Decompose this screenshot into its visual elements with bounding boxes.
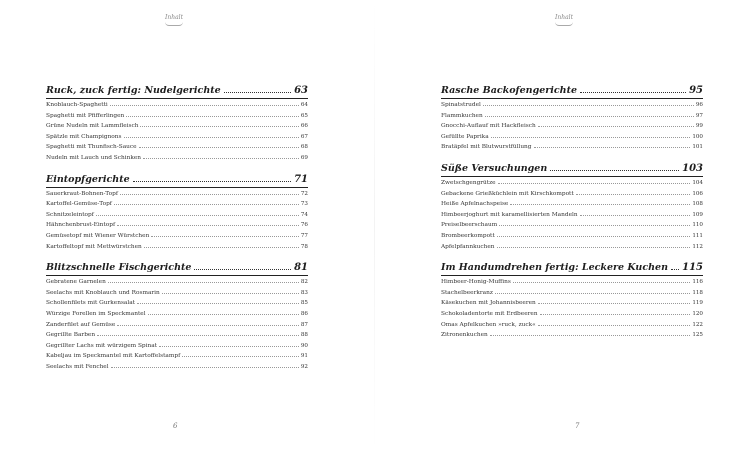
- section-title: Süße Versuchungen: [441, 162, 548, 174]
- toc-entry: [441, 189, 703, 200]
- running-head-label: Inhalt: [164, 14, 183, 21]
- entry-title: Nudeln mit Lauch und Schinken: [46, 154, 141, 161]
- entry-title: Gnocchi-Auflauf mit Hackfleisch: [441, 123, 536, 130]
- entry-page-number: 109: [692, 211, 703, 218]
- entry-page-number: 76: [300, 222, 308, 229]
- entry-page-number: 116: [692, 279, 703, 286]
- section-page-number: 103: [682, 162, 703, 174]
- entry-title: Spinatstrudel: [441, 102, 481, 108]
- dot-leader: [495, 293, 690, 294]
- dot-leader: [117, 225, 299, 226]
- entry-page-number: 111: [692, 232, 703, 239]
- flourish-ornament-icon: [555, 22, 573, 26]
- section-page-number: 71: [294, 173, 308, 185]
- toc-entry: [441, 309, 703, 320]
- dot-leader: [117, 325, 299, 326]
- entry-page-number: 122: [692, 321, 703, 328]
- dot-leader: [159, 346, 299, 347]
- entry-title: Knoblauch-Spaghetti: [46, 102, 108, 108]
- entry-title: Seelachs mit Fenchel: [46, 363, 109, 370]
- entry-title: Zitronenkuchen: [441, 332, 488, 339]
- dot-leader: [126, 116, 299, 117]
- dot-leader: [580, 92, 686, 93]
- dot-leader: [497, 236, 691, 237]
- dot-leader: [490, 335, 691, 336]
- toc-entry: [441, 132, 703, 143]
- entry-page-number: 90: [300, 342, 308, 349]
- dot-leader: [139, 147, 299, 148]
- entry-title: Schokoladentorte mit Erdbeeren: [441, 310, 538, 317]
- toc-entry: [46, 341, 308, 352]
- entry-page-number: 108: [692, 201, 703, 208]
- entry-page-number: 96: [695, 102, 703, 108]
- entry-title: Würzige Forellen im Speckmantel: [46, 310, 146, 317]
- entry-title: Käsekuchen mit Johannisbeeren: [441, 300, 536, 307]
- dot-leader: [497, 247, 691, 248]
- dot-leader: [580, 215, 691, 216]
- dot-leader: [513, 282, 690, 283]
- toc-entry: [441, 100, 703, 111]
- toc-entry: [441, 288, 703, 299]
- dot-leader: [144, 247, 299, 248]
- entry-page-number: 82: [300, 279, 308, 286]
- toc-entry: [441, 242, 703, 253]
- toc-entry: [441, 220, 703, 231]
- section-heading: [441, 261, 703, 276]
- section-heading: [441, 84, 703, 99]
- dot-leader: [114, 204, 299, 205]
- dot-leader: [111, 367, 299, 368]
- entry-page-number: 125: [692, 332, 703, 339]
- section-page-number: 95: [689, 85, 703, 96]
- section-heading: [46, 261, 308, 276]
- entry-page-number: 74: [300, 211, 308, 218]
- dot-leader: [224, 92, 291, 93]
- entry-page-number: 99: [695, 123, 703, 130]
- entry-page-number: 86: [300, 310, 308, 317]
- dot-leader: [108, 282, 299, 283]
- dot-leader: [540, 314, 691, 315]
- toc-entry: [46, 100, 308, 111]
- entry-title: Hähnchenbrust-Eintopf: [46, 222, 116, 229]
- toc-section: [441, 84, 703, 153]
- entry-title: Gegrillter Lachs mit würzigem Spinat: [46, 342, 158, 349]
- dot-leader: [137, 303, 299, 304]
- section-title: Rasche Backofengerichte: [441, 85, 578, 96]
- entry-title: Grüne Nudeln mit Lammfleisch: [46, 123, 139, 130]
- dot-leader: [538, 325, 691, 326]
- entry-title: Flammkuchen: [441, 112, 483, 119]
- dot-leader: [485, 116, 694, 117]
- entry-page-number: 73: [300, 201, 308, 208]
- dot-leader: [538, 303, 691, 304]
- dot-leader: [510, 204, 690, 205]
- entry-title: Apfelpfannkuchen: [441, 243, 495, 250]
- toc-entry: [46, 189, 308, 200]
- entry-title: Kabeljau im Speckmantel mit Kartoffelstampf: [46, 353, 181, 360]
- entry-page-number: 97: [695, 112, 703, 119]
- entry-title: Bratäpfel mit Blutwurstfüllung: [441, 144, 532, 151]
- table-of-contents: [46, 84, 308, 381]
- toc-entry: [441, 231, 703, 242]
- toc-section: [441, 162, 703, 252]
- running-head-label: Inhalt: [554, 14, 573, 21]
- entry-page-number: 68: [300, 144, 308, 151]
- dot-leader: [143, 158, 299, 159]
- toc-entry: [46, 362, 308, 373]
- toc-entry: [441, 277, 703, 288]
- section-title: Blitzschnelle Fischgerichte: [46, 262, 192, 274]
- toc-section: [441, 261, 703, 341]
- toc-entry: [441, 298, 703, 309]
- entry-title: Spaghetti mit Pfifferlingen: [46, 112, 125, 119]
- dot-leader: [162, 293, 299, 294]
- entry-page-number: 104: [692, 179, 703, 186]
- toc-entry: [46, 288, 308, 299]
- dot-leader: [538, 126, 694, 127]
- dot-leader: [120, 194, 299, 195]
- entry-title: Omas Apfelkuchen »ruck, zuck«: [441, 321, 536, 328]
- section-title: Ruck, zuck fertig: Nudelgerichte: [46, 85, 221, 96]
- toc-entry: [46, 298, 308, 309]
- toc-entry: [46, 309, 308, 320]
- section-page-number: 81: [294, 262, 308, 274]
- entry-title: Himbeerjoghurt mit karamellisierten Mandeln: [441, 211, 578, 218]
- entry-page-number: 78: [300, 243, 308, 250]
- toc-entry: [46, 142, 308, 153]
- dot-leader: [534, 147, 691, 148]
- entry-page-number: 69: [300, 154, 308, 161]
- running-head: [544, 14, 584, 26]
- toc-entry: [441, 111, 703, 122]
- toc-entry: [46, 320, 308, 331]
- table-of-contents: [441, 84, 703, 350]
- toc-entry: [46, 111, 308, 122]
- entry-title: Gemüsetopf mit Wiener Würstchen: [46, 232, 150, 239]
- entry-title: Preiselbeerschaum: [441, 222, 498, 229]
- entry-page-number: 91: [300, 353, 308, 360]
- toc-entry: [441, 199, 703, 210]
- entry-page-number: 100: [692, 133, 703, 140]
- dot-leader: [491, 137, 691, 138]
- section-page-number: 115: [682, 262, 703, 274]
- entry-title: Seelachs mit Knoblauch und Rosmarin: [46, 289, 160, 296]
- dot-leader: [499, 225, 690, 226]
- entry-page-number: 72: [300, 190, 308, 197]
- entry-page-number: 120: [692, 310, 703, 317]
- toc-entry: [46, 220, 308, 231]
- toc-entry: [46, 132, 308, 143]
- toc-entry: [46, 121, 308, 132]
- entry-title: Schnitzeleintopf: [46, 211, 94, 218]
- entry-title: Heiße Apfelnachspeise: [441, 201, 509, 208]
- entry-title: Zanderfilet auf Gemüse: [46, 321, 116, 328]
- dot-leader: [671, 269, 679, 270]
- dot-leader: [124, 137, 299, 138]
- running-head: [154, 14, 194, 26]
- toc-entry: [46, 153, 308, 164]
- dot-leader: [151, 236, 299, 237]
- dot-leader: [182, 356, 299, 357]
- toc-entry: [441, 330, 703, 341]
- dot-leader: [483, 105, 694, 106]
- entry-title: Sauerkraut-Bohnen-Topf: [46, 190, 119, 197]
- section-heading: [441, 162, 703, 177]
- dot-leader: [576, 194, 691, 195]
- entry-page-number: 64: [300, 102, 308, 108]
- dot-leader: [550, 170, 679, 171]
- entry-page-number: 110: [692, 222, 703, 229]
- entry-title: Gebratene Garnelen: [46, 279, 106, 286]
- dot-leader: [97, 335, 299, 336]
- entry-page-number: 101: [692, 144, 703, 151]
- entry-title: Gefüllte Paprika: [441, 133, 489, 140]
- section-title: Im Handumdrehen fertig: Leckere Kuchen: [441, 262, 668, 274]
- toc-entry: [46, 231, 308, 242]
- dot-leader: [194, 269, 291, 270]
- entry-title: Gegrillte Barben: [46, 332, 96, 339]
- toc-entry: [46, 242, 308, 253]
- entry-page-number: 106: [692, 190, 703, 197]
- section-page-number: 63: [294, 85, 308, 96]
- entry-title: Spaghetti mit Thunfisch-Sauce: [46, 144, 137, 151]
- dot-leader: [133, 181, 291, 182]
- entry-page-number: 66: [300, 123, 308, 130]
- toc-entry: [441, 178, 703, 189]
- entry-page-number: 85: [300, 300, 308, 307]
- toc-entry: [441, 121, 703, 132]
- entry-title: Spätzle mit Champignons: [46, 133, 122, 140]
- entry-page-number: 67: [300, 133, 308, 140]
- toc-entry: [46, 210, 308, 221]
- entry-title: Kartoffeltopf mit Mettwürstchen: [46, 243, 142, 250]
- entry-title: Stachelbeerkranz: [441, 289, 493, 296]
- toc-section: [46, 261, 308, 372]
- page-number: 7: [575, 422, 580, 430]
- toc-entry: [46, 277, 308, 288]
- entry-page-number: 92: [300, 363, 308, 370]
- entry-page-number: 112: [692, 243, 703, 250]
- entry-title: Zwetschgengrütze: [441, 179, 496, 186]
- entry-page-number: 88: [300, 332, 308, 339]
- entry-page-number: 83: [300, 289, 308, 296]
- entry-page-number: 87: [300, 321, 308, 328]
- entry-page-number: 65: [300, 112, 308, 119]
- flourish-ornament-icon: [165, 22, 183, 26]
- dot-leader: [148, 314, 299, 315]
- section-title: Eintopfgerichte: [46, 173, 130, 185]
- entry-page-number: 119: [692, 300, 703, 307]
- right-page: [375, 0, 750, 450]
- dot-leader: [140, 126, 298, 127]
- dot-leader: [96, 215, 299, 216]
- toc-section: [46, 84, 308, 164]
- toc-section: [46, 173, 308, 253]
- entry-page-number: 118: [692, 289, 703, 296]
- toc-entry: [46, 330, 308, 341]
- dot-leader: [110, 105, 299, 106]
- entry-title: Gebackene Grießküchlein mit Kirschkompott: [441, 190, 574, 197]
- toc-entry: [46, 199, 308, 210]
- section-heading: [46, 84, 308, 99]
- entry-title: Himbeer-Honig-Muffins: [441, 279, 511, 286]
- entry-title: Schollenfilets mit Gurkensalat: [46, 300, 136, 307]
- toc-entry: [441, 320, 703, 331]
- entry-page-number: 77: [300, 232, 308, 239]
- toc-entry: [441, 142, 703, 153]
- dot-leader: [498, 183, 691, 184]
- entry-title: Brombeerkompott: [441, 232, 495, 239]
- toc-entry: [441, 210, 703, 221]
- section-heading: [46, 173, 308, 188]
- page-number: 6: [173, 422, 178, 430]
- entry-title: Kartoffel-Gemüse-Topf: [46, 201, 112, 208]
- toc-entry: [46, 351, 308, 362]
